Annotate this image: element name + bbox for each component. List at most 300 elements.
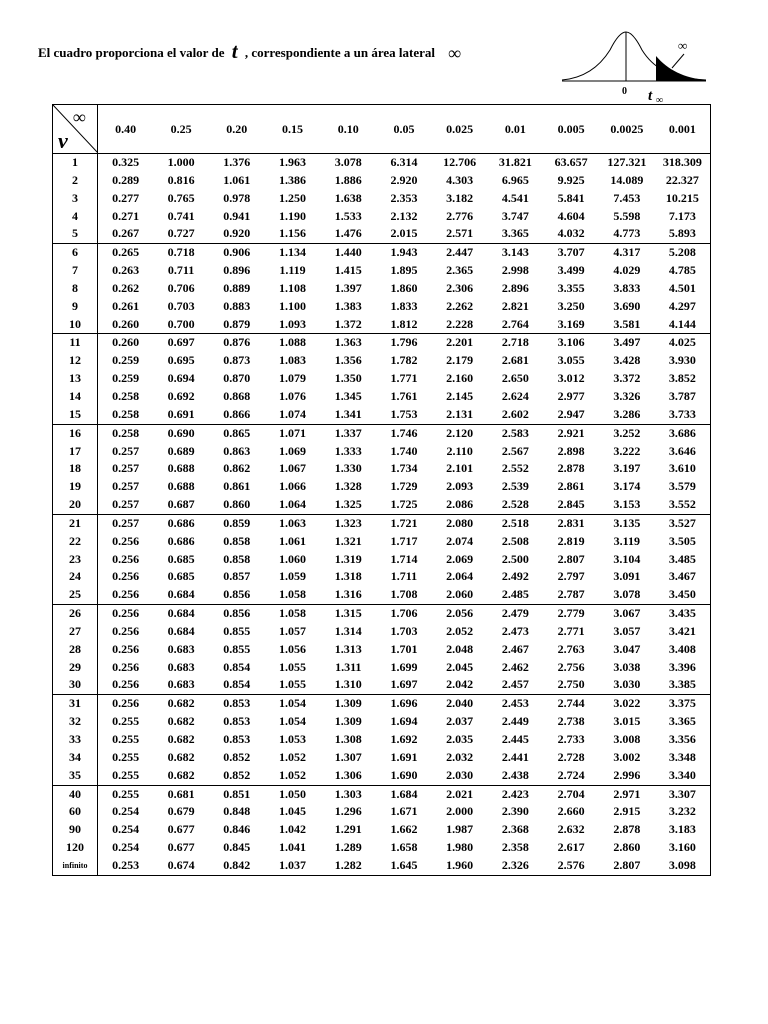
critical-value-cell: 1.771: [390, 371, 418, 386]
critical-value-cell: 3.197: [613, 461, 641, 476]
table-row: [53, 568, 711, 586]
critical-value-cell: 2.485: [488, 586, 544, 604]
critical-value-cell: 2.508: [501, 533, 529, 548]
critical-value-cell: 1.397: [334, 280, 362, 295]
degrees-of-freedom-cell: 15: [53, 406, 98, 424]
critical-value-cell: 1.319: [334, 551, 362, 566]
critical-value-cell: 1.061: [279, 533, 307, 548]
critical-value-cell: 2.921: [557, 425, 585, 440]
critical-value-cell: 1.415: [334, 263, 362, 278]
critical-value-cell: 0.674: [167, 857, 195, 872]
critical-value-cell: 0.682: [167, 732, 195, 746]
critical-value-cell: 0.694: [167, 371, 195, 386]
critical-value-cell: 3.286: [599, 406, 655, 424]
critical-value-cell: 2.744: [557, 696, 585, 711]
critical-value-cell: 1.052: [279, 749, 307, 764]
critical-value-cell: 2.048: [446, 641, 474, 656]
critical-value-cell: 6.314: [390, 155, 418, 169]
critical-value-cell: 0.257: [112, 443, 140, 458]
critical-value-cell: 1.383: [334, 298, 362, 313]
degrees-of-freedom-cell: 3: [53, 190, 98, 208]
critical-value-cell: 2.797: [557, 569, 585, 584]
degrees-of-freedom-cell: 24: [53, 568, 98, 586]
zero-label: 0: [622, 86, 627, 97]
degrees-of-freedom-cell: 28: [53, 641, 98, 659]
critical-value-cell: 2.750: [543, 676, 599, 694]
critical-value-cell: 2.898: [557, 443, 585, 458]
critical-value-cell: 2.045: [446, 659, 474, 674]
critical-value-cell: 5.841: [557, 190, 585, 205]
critical-value-cell: 1.721: [390, 515, 418, 530]
critical-value-cell: 2.120: [446, 425, 474, 440]
critical-value-cell: 2.306: [446, 280, 474, 295]
critical-value-cell: 1.734: [390, 461, 418, 476]
critical-value-cell: 0.254: [112, 804, 140, 819]
critical-value-cell: 3.232: [668, 804, 696, 819]
critical-value-cell: 0.765: [167, 190, 195, 205]
critical-value-cell: 1.761: [390, 388, 418, 403]
critical-value-cell: 3.833: [613, 280, 641, 295]
critical-value-cell: 1.310: [320, 676, 376, 694]
critical-value-cell: 2.438: [488, 767, 544, 785]
critical-value-cell: 0.845: [223, 840, 251, 855]
degrees-of-freedom-cell: 20: [53, 496, 98, 514]
critical-value-cell: 2.042: [432, 676, 488, 694]
critical-value-cell: 7.453: [613, 190, 641, 205]
critical-value-cell: 0.257: [98, 496, 154, 514]
critical-value-cell: 1.309: [334, 696, 362, 711]
critical-value-cell: 1.729: [390, 479, 418, 494]
critical-value-cell: 4.785: [668, 263, 696, 278]
table-row: [53, 676, 711, 694]
critical-value-cell: 1.697: [376, 676, 432, 694]
critical-value-cell: 1.714: [390, 551, 418, 566]
critical-value-cell: 1.052: [265, 767, 321, 785]
critical-value-cell: 3.505: [668, 533, 696, 548]
critical-value-cell: 1.350: [334, 371, 362, 386]
critical-value-cell: 1.533: [334, 208, 362, 223]
critical-value-cell: 3.174: [613, 479, 641, 494]
critical-value-cell: 2.704: [557, 786, 585, 801]
critical-value-cell: 0.257: [112, 515, 140, 530]
degrees-of-freedom-cell: 35: [53, 767, 98, 785]
critical-value-cell: 0.855: [223, 623, 251, 638]
critical-value-cell: 2.457: [488, 676, 544, 694]
critical-value-cell: 1.058: [265, 586, 321, 604]
critical-value-cell: 6.965: [501, 172, 529, 187]
critical-value-cell: 2.060: [432, 586, 488, 604]
critical-value-cell: 1.323: [334, 515, 362, 530]
critical-value-cell: 3.104: [613, 551, 641, 566]
critical-value-cell: 0.682: [153, 767, 209, 785]
critical-value-cell: 1.658: [390, 840, 418, 855]
critical-value-cell: 0.861: [223, 479, 251, 494]
critical-value-cell: 1.296: [334, 804, 362, 819]
header-text-before: El cuadro proporciona el valor de: [38, 45, 225, 60]
critical-value-cell: 2.567: [501, 443, 529, 458]
critical-value-cell: 4.303: [446, 172, 474, 187]
degrees-of-freedom-cell: 1: [53, 154, 98, 172]
degrees-of-freedom-cell: 22: [53, 533, 98, 551]
table-row: [53, 154, 711, 172]
critical-value-cell: 0.277: [112, 190, 140, 205]
critical-value-cell: 2.101: [446, 461, 474, 476]
degrees-of-freedom-cell: 30: [53, 676, 98, 694]
critical-value-cell: 0.690: [167, 425, 195, 440]
critical-value-cell: 3.356: [668, 732, 696, 746]
critical-value-cell: 2.845: [543, 496, 599, 514]
critical-value-cell: 1.306: [320, 767, 376, 785]
critical-value-cell: 1.045: [279, 804, 307, 819]
critical-value-cell: 0.859: [223, 515, 251, 530]
critical-value-cell: 1.684: [390, 786, 418, 801]
critical-value-cell: 1.963: [279, 155, 307, 169]
critical-value-cell: 0.682: [167, 714, 195, 729]
critical-value-cell: 3.499: [557, 263, 585, 278]
degrees-of-freedom-cell: 8: [53, 280, 98, 298]
critical-value-cell: 3.252: [613, 425, 641, 440]
critical-value-cell: 2.492: [501, 569, 529, 584]
critical-value-cell: 3.421: [668, 623, 696, 638]
critical-value-cell: 0.692: [167, 388, 195, 403]
critical-value-cell: 3.707: [557, 245, 585, 260]
degrees-of-freedom-cell: 19: [53, 478, 98, 496]
critical-value-cell: 1.067: [279, 461, 307, 476]
critical-value-cell: 0.256: [112, 606, 140, 621]
degrees-of-freedom-cell: 29: [53, 659, 98, 677]
column-header: 0.25: [153, 105, 209, 154]
critical-value-cell: 3.143: [501, 245, 529, 260]
table-row: [53, 406, 711, 424]
critical-value-cell: 1.050: [279, 786, 307, 801]
degrees-of-freedom-cell: 7: [53, 262, 98, 280]
critical-value-cell: 2.441: [501, 749, 529, 764]
critical-value-cell: 1.782: [390, 353, 418, 368]
critical-value-cell: 2.145: [446, 388, 474, 403]
critical-value-cell: 1.303: [334, 786, 362, 801]
critical-value-cell: 1.318: [334, 569, 362, 584]
t-symbol: t: [231, 39, 238, 63]
critical-value-cell: 4.297: [668, 298, 696, 313]
critical-value-cell: 2.878: [557, 461, 585, 476]
critical-value-cell: 4.025: [668, 335, 696, 350]
critical-value-cell: 2.728: [557, 749, 585, 764]
shaded-tail-area: [656, 56, 706, 81]
critical-value-cell: 3.467: [668, 569, 696, 584]
table-row: [53, 190, 711, 208]
table-row: [53, 695, 711, 713]
critical-value-cell: 2.764: [488, 316, 544, 334]
critical-value-cell: 0.256: [112, 551, 140, 566]
critical-value-cell: 0.679: [167, 804, 195, 819]
critical-value-cell: 3.365: [488, 225, 544, 243]
critical-value-cell: 0.256: [112, 623, 140, 638]
critical-value-cell: 3.365: [668, 714, 696, 729]
critical-value-cell: 2.064: [446, 569, 474, 584]
table-row: [53, 659, 711, 677]
critical-value-cell: 0.255: [98, 767, 154, 785]
degrees-of-freedom-cell: 16: [53, 424, 98, 442]
critical-value-cell: 0.689: [167, 443, 195, 458]
critical-value-cell: 4.604: [557, 208, 585, 223]
table-row: [53, 803, 711, 821]
critical-value-cell: 0.920: [209, 225, 265, 243]
critical-value-cell: 0.854: [209, 676, 265, 694]
critical-value-cell: 2.779: [557, 606, 585, 621]
critical-value-cell: 1.315: [334, 606, 362, 621]
degrees-of-freedom-cell: 17: [53, 443, 98, 461]
degrees-of-freedom-cell: 13: [53, 370, 98, 388]
critical-value-cell: 0.854: [223, 659, 251, 674]
critical-value-cell: 0.260: [98, 316, 154, 334]
critical-value-cell: 31.821: [498, 155, 532, 169]
critical-value-cell: 1.289: [334, 840, 362, 855]
column-header: 0.0025: [599, 105, 655, 154]
alpha-pointer: [672, 54, 684, 68]
critical-value-cell: 2.500: [501, 551, 529, 566]
critical-value-cell: 3.119: [613, 533, 640, 548]
degrees-of-freedom-cell: 4: [53, 208, 98, 226]
critical-value-cell: 0.711: [167, 263, 195, 278]
critical-value-cell: 1.691: [390, 749, 418, 764]
table-row: [53, 424, 711, 442]
critical-value-cell: 1.692: [390, 732, 418, 746]
critical-value-cell: 1.059: [279, 569, 307, 584]
critical-value-cell: 0.677: [167, 840, 195, 855]
critical-value-cell: 0.267: [98, 225, 154, 243]
critical-value-cell: 1.325: [320, 496, 376, 514]
critical-value-cell: 3.787: [668, 388, 696, 403]
table-row: [53, 605, 711, 623]
critical-value-cell: 1.796: [390, 335, 418, 350]
critical-value-cell: 3.610: [668, 461, 696, 476]
critical-value-cell: 2.032: [446, 749, 474, 764]
critical-value-cell: 1.190: [279, 208, 307, 223]
critical-value-cell: 0.256: [112, 533, 140, 548]
critical-value-cell: 0.255: [112, 749, 140, 764]
critical-value-cell: 1.064: [265, 496, 321, 514]
critical-value-cell: 2.131: [432, 406, 488, 424]
critical-value-cell: 3.067: [613, 606, 641, 621]
alpha-label: ∞: [678, 38, 688, 53]
column-header: 0.20: [209, 105, 265, 154]
critical-value-cell: 3.326: [613, 388, 641, 403]
critical-value-cell: 3.435: [668, 606, 696, 621]
critical-value-cell: 1.061: [223, 172, 251, 187]
critical-value-cell: 0.865: [223, 425, 251, 440]
critical-value-cell: 1.708: [376, 586, 432, 604]
critical-value-cell: 3.169: [543, 316, 599, 334]
critical-value-cell: 2.860: [613, 840, 641, 855]
critical-value-cell: 2.160: [446, 371, 474, 386]
critical-value-cell: 0.816: [167, 172, 195, 187]
table-row: [53, 225, 711, 243]
critical-value-cell: 2.681: [501, 353, 529, 368]
critical-value-cell: 3.160: [668, 840, 696, 855]
critical-value-cell: 0.858: [223, 533, 251, 548]
critical-value-cell: 2.996: [599, 767, 655, 785]
critical-value-cell: 3.183: [668, 822, 696, 837]
critical-value-cell: 1.671: [390, 804, 418, 819]
header-row: [53, 105, 711, 154]
column-header: 0.40: [98, 105, 154, 154]
critical-value-cell: 2.390: [501, 804, 529, 819]
column-header: 0.005: [543, 105, 599, 154]
critical-value-cell: 0.681: [167, 786, 195, 801]
degrees-of-freedom-cell: infinito: [53, 857, 98, 875]
critical-value-cell: 1.696: [390, 696, 418, 711]
critical-value-cell: 2.571: [432, 225, 488, 243]
critical-value-cell: 3.527: [668, 515, 696, 530]
critical-value-cell: 2.831: [557, 515, 585, 530]
critical-value-cell: 2.971: [613, 786, 641, 801]
critical-value-cell: 0.852: [209, 767, 265, 785]
critical-value-cell: 0.683: [167, 641, 195, 656]
critical-value-cell: 3.015: [613, 714, 641, 729]
critical-value-cell: 2.650: [501, 371, 529, 386]
table-row: [53, 244, 711, 262]
critical-value-cell: 3.078: [334, 155, 362, 169]
critical-value-cell: 2.368: [501, 822, 529, 837]
table-row: [53, 586, 711, 604]
critical-value-cell: 4.541: [501, 190, 529, 205]
critical-value-cell: 2.035: [446, 732, 474, 746]
critical-value-cell: 1.740: [390, 443, 418, 458]
critical-value-cell: 2.771: [557, 623, 585, 638]
degrees-of-freedom-cell: 27: [53, 623, 98, 641]
critical-value-cell: 2.977: [557, 388, 585, 403]
t-distribution-curve-figure: [560, 28, 710, 104]
critical-value-cell: 2.262: [446, 298, 474, 313]
critical-value-cell: 0.255: [112, 732, 140, 746]
t-label: t: [648, 88, 653, 104]
critical-value-cell: 1.980: [446, 840, 474, 855]
critical-value-cell: 10.215: [665, 190, 699, 205]
critical-value-cell: 1.074: [265, 406, 321, 424]
critical-value-cell: 0.254: [112, 822, 140, 837]
critical-value-cell: 3.153: [599, 496, 655, 514]
critical-value-cell: 0.688: [167, 479, 195, 494]
critical-value-cell: 1.313: [334, 641, 362, 656]
critical-value-cell: 1.055: [279, 659, 307, 674]
critical-value-cell: 1.041: [279, 840, 307, 855]
critical-value-cell: 0.727: [153, 225, 209, 243]
critical-value-cell: 0.259: [112, 371, 140, 386]
critical-value-cell: 1.701: [390, 641, 418, 656]
critical-value-cell: 0.853: [223, 714, 251, 729]
table-row: [53, 208, 711, 226]
critical-value-cell: 2.756: [557, 659, 585, 674]
critical-value-cell: 2.040: [446, 696, 474, 711]
column-header: 0.15: [265, 105, 321, 154]
critical-value-cell: 2.228: [432, 316, 488, 334]
table-row: [53, 478, 711, 496]
critical-value-cell: 0.257: [112, 479, 140, 494]
critical-value-cell: 0.860: [209, 496, 265, 514]
critical-value-cell: 1.638: [334, 190, 362, 205]
critical-value-cell: 0.271: [112, 208, 140, 223]
degrees-of-freedom-cell: 12: [53, 352, 98, 370]
critical-value-cell: 2.998: [501, 263, 529, 278]
t-distribution-table: [52, 104, 711, 876]
critical-value-cell: 3.307: [668, 786, 696, 801]
critical-value-cell: 1.356: [334, 353, 362, 368]
degrees-of-freedom-cell: 34: [53, 749, 98, 767]
column-header: 0.05: [376, 105, 432, 154]
critical-value-cell: 3.002: [613, 749, 641, 764]
critical-value-cell: 2.738: [557, 714, 585, 729]
critical-value-cell: 1.060: [279, 551, 307, 566]
critical-value-cell: 3.038: [613, 659, 641, 674]
critical-value-cell: 0.879: [209, 316, 265, 334]
table-row: [53, 839, 711, 857]
table-row: [53, 172, 711, 190]
critical-value-cell: 0.846: [223, 822, 251, 837]
critical-value-cell: 0.256: [98, 676, 154, 694]
critical-value-cell: 3.098: [668, 857, 696, 872]
critical-value-cell: 0.856: [223, 606, 251, 621]
critical-value-cell: 3.135: [613, 515, 641, 530]
critical-value-cell: 1.345: [334, 388, 362, 403]
critical-value-cell: 1.711: [390, 569, 418, 584]
critical-value-cell: 1.053: [279, 732, 307, 746]
critical-value-cell: 1.386: [279, 172, 307, 187]
critical-value-cell: 1.054: [279, 696, 307, 711]
degrees-of-freedom-cell: 120: [53, 839, 98, 857]
critical-value-cell: 0.700: [153, 316, 209, 334]
critical-value-cell: 1.833: [390, 298, 418, 313]
critical-value-cell: 0.258: [98, 406, 154, 424]
critical-value-cell: 0.256: [98, 586, 154, 604]
critical-value-cell: 7.173: [668, 208, 696, 223]
critical-value-cell: 3.690: [613, 298, 641, 313]
critical-value-cell: 1.308: [334, 732, 362, 746]
critical-value-cell: 14.089: [610, 172, 644, 187]
critical-value-cell: 2.733: [557, 732, 585, 746]
critical-value-cell: 0.876: [223, 335, 251, 350]
critical-value-cell: 0.262: [112, 280, 140, 295]
critical-value-cell: 1.725: [376, 496, 432, 514]
table-row: [53, 262, 711, 280]
table-row: [53, 857, 711, 875]
critical-value-cell: 0.842: [223, 857, 251, 872]
critical-value-cell: 1.860: [390, 280, 418, 295]
critical-value-cell: 2.763: [557, 641, 585, 656]
table-row: [53, 713, 711, 731]
critical-value-cell: 2.724: [543, 767, 599, 785]
degrees-of-freedom-cell: 18: [53, 460, 98, 478]
critical-value-cell: 3.385: [655, 676, 711, 694]
critical-value-cell: 2.787: [543, 586, 599, 604]
table-row: [53, 749, 711, 767]
critical-value-cell: 2.052: [446, 623, 474, 638]
critical-value-cell: 0.851: [223, 786, 251, 801]
critical-value-cell: 1.895: [390, 263, 418, 278]
t-subscript: ∞: [656, 95, 664, 104]
critical-value-cell: 2.896: [501, 280, 529, 295]
degrees-of-freedom-cell: 26: [53, 605, 98, 623]
critical-value-cell: 2.583: [501, 425, 529, 440]
critical-value-cell: 3.091: [613, 569, 641, 584]
critical-value-cell: 2.718: [501, 335, 529, 350]
critical-value-cell: 3.030: [599, 676, 655, 694]
critical-value-cell: 1.083: [279, 353, 307, 368]
critical-value-cell: 1.987: [446, 822, 474, 837]
critical-value-cell: 2.201: [446, 335, 474, 350]
critical-value-cell: 2.473: [501, 623, 529, 638]
critical-value-cell: 2.015: [376, 225, 432, 243]
degrees-of-freedom-cell: 11: [53, 334, 98, 352]
